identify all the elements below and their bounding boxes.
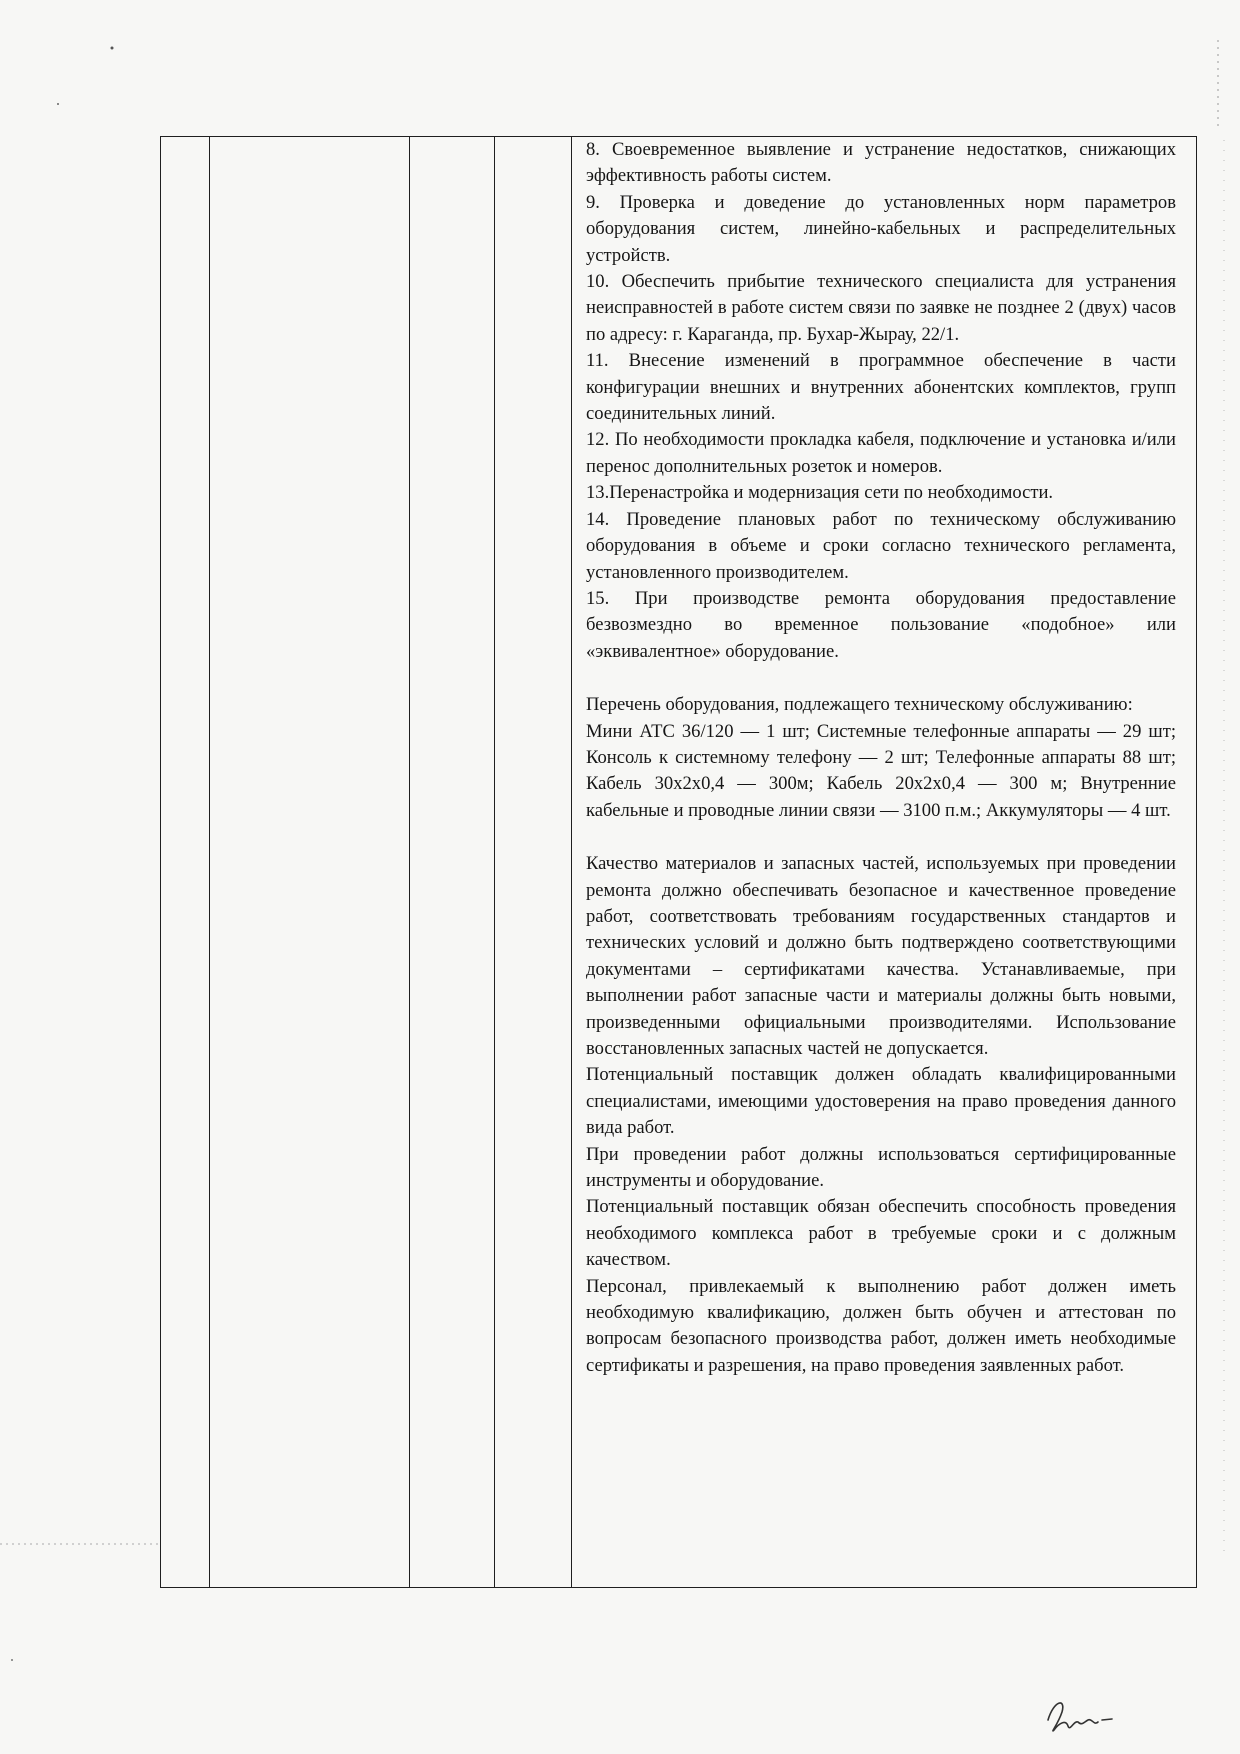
requirement-item: 9. Проверка и доведение до установленных норм параметров оборудования систем, линейно-кабельных и распределительных устройств. bbox=[586, 191, 1176, 266]
requirement-item: 15. При производстве ремонта оборудования предоставление безвозмездно во временное пользование «подобное» или «эквивалентное» оборудование. bbox=[586, 587, 1176, 662]
requirement-item: 14. Проведение плановых работ по техническому обслуживанию оборудования в объеме и сроки согласно технического регламента, установленного производителем. bbox=[586, 508, 1176, 583]
supplier-paragraph: Потенциальный поставщик должен обладать квалифицированными специалистами, имеющими удостоверения на право проведения данного вида работ. bbox=[586, 1064, 1176, 1139]
requirement-item: 12. По необходимости прокладка кабеля, подключение и установка и/или перенос дополнительных розеток и номеров. bbox=[586, 429, 1176, 477]
requirement-item: 13.Перенастройка и модернизация сети по необходимости. bbox=[586, 482, 1054, 504]
signature-mark bbox=[1040, 1690, 1130, 1740]
quality-paragraph: Качество материалов и запасных частей, используемых при проведении ремонта должно обеспечивать безопасное и качественное проведение работ, соответствовать требованиям государственных стандартов и технических условий и должно быть подтверждено соответствующими документами – сертификатами качества. Устанавливаемые, при выполнении работ запасные части и материалы должны быть новыми, произведенными официальными производителями. Использование восстановленных запасных частей не допускается. bbox=[586, 853, 1176, 1059]
supplier-paragraph: Потенциальный поставщик обязан обеспечить способность проведения необходимого комплекса работ в требуемые сроки и с должным качеством. bbox=[586, 1196, 1176, 1271]
equipment-heading: Перечень оборудования, подлежащего техническому обслуживанию: bbox=[586, 694, 1133, 716]
column-divider bbox=[209, 137, 210, 1587]
requirement-item: 11. Внесение изменений в программное обеспечение в части конфигурации внешних и внутренних абонентских комплектов, групп соединительных линий. bbox=[586, 350, 1176, 425]
tools-paragraph: При проведении работ должны использоваться сертифицированные инструменты и оборудование. bbox=[586, 1143, 1176, 1192]
requirements-text-column bbox=[586, 137, 1176, 1379]
column-divider bbox=[571, 137, 572, 1587]
equipment-list: Мини АТС 36/120 — 1 шт; Системные телефонные аппараты — 29 шт; Консоль к системному телефону — 2 шт; Телефонные аппараты 88 шт; Кабель 30х2х0,4 — 300м; Кабель 20х2х0,4 — 300 м; Внутренние кабельные и проводные линии связи — 3100 п.м.; Аккумуляторы — 4 шт. bbox=[586, 720, 1176, 821]
personnel-paragraph: Персонал, привлекаемый к выполнению работ должен иметь необходимую квалификацию, должен быть обучен и аттестован по вопросам безопасного производства работ, должен иметь необходимые сертификаты и разрешения, на право проведения заявленных работ. bbox=[586, 1275, 1176, 1376]
requirement-item: 10. Обеспечить прибытие технического специалиста для устранения неисправностей в работе систем связи по заявке не позднее 2 (двух) часов по адресу: г. Караганда, пр. Бухар-Жырау, 22/1. bbox=[586, 271, 1176, 345]
column-divider bbox=[494, 137, 495, 1587]
requirement-item: 8. Своевременное выявление и устранение недостатков, снижающих эффективность работы систем. bbox=[586, 139, 1176, 187]
column-divider bbox=[409, 137, 410, 1587]
table-continuation bbox=[160, 136, 1197, 1588]
